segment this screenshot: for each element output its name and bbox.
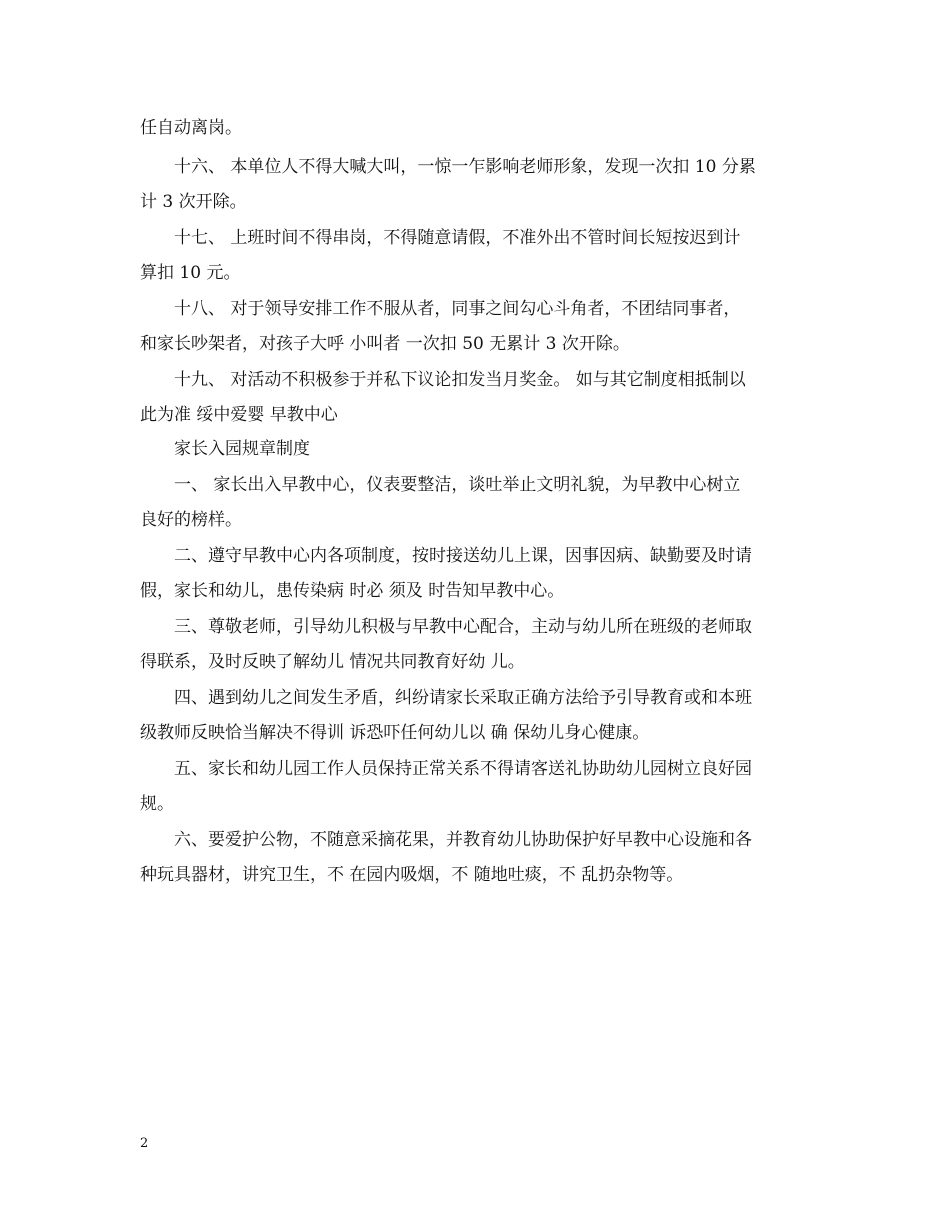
text-line: 此为准 绥中爱婴 早教中心 xyxy=(140,405,338,425)
text-line: 计 3 次开除。 xyxy=(140,192,247,212)
text-line: 一、 家长出入早教中心，仪表要整洁，谈吐举止文明礼貌，为早教中心树立 xyxy=(174,475,741,495)
text-line: 十七、 上班时间不得串岗，不得随意请假，不准外出不管时间长短按迟到计 xyxy=(174,228,741,248)
text-line: 十六、 本单位人不得大喊大叫，一惊一乍影响老师形象，发现一次扣 10 分累 xyxy=(174,157,756,177)
text-line: 算扣 10 元。 xyxy=(140,263,241,283)
text-line: 规。 xyxy=(140,794,174,814)
text-line: 假，家长和幼儿，患传染病 时必 须及 时告知早教中心。 xyxy=(140,581,565,601)
text-line: 二、遵守早教中心内各项制度，按时接送幼儿上课，因事因病、缺勤要及时请 xyxy=(174,546,752,566)
page-number: 2 xyxy=(140,1136,149,1151)
text-line: 得联系，及时反映了解幼儿 情况共同教育好幼 儿。 xyxy=(140,652,525,672)
text-line: 种玩具器材，讲究卫生，不 在园内吸烟，不 随地吐痰，不 乱扔杂物等。 xyxy=(140,865,684,885)
text-line: 三、尊敬老师，引导幼儿积极与早教中心配合，主动与幼儿所在班级的老师取 xyxy=(174,617,752,637)
text-line: 十九、 对活动不积极参于并私下议论扣发当月奖金。 如与其它制度相抵制以 xyxy=(174,370,746,390)
text-line: 和家长吵架者，对孩子大呼 小叫者 一次扣 50 无累计 3 次开除。 xyxy=(140,334,630,354)
text-line: 级教师反映恰当解决不得训 诉恐吓任何幼儿以 确 保幼儿身心健康。 xyxy=(140,723,650,743)
text-line: 四、遇到幼儿之间发生矛盾，纠纷请家长采取正确方法给予引导教育或和本班 xyxy=(174,688,752,708)
text-line: 五、家长和幼儿园工作人员保持正常关系不得请客送礼协助幼儿园树立良好园 xyxy=(174,759,752,779)
section-heading: 家长入园规章制度 xyxy=(174,439,310,459)
text-line: 良好的榜样。 xyxy=(140,510,242,530)
text-line: 任自动离岗。 xyxy=(140,118,242,138)
text-line: 十八、 对于领导安排工作不服从者，同事之间勾心斗角者，不团结同事者， xyxy=(174,299,741,319)
text-line: 六、要爱护公物，不随意采摘花果，并教育幼儿协助保护好早教中心设施和各 xyxy=(174,830,752,850)
